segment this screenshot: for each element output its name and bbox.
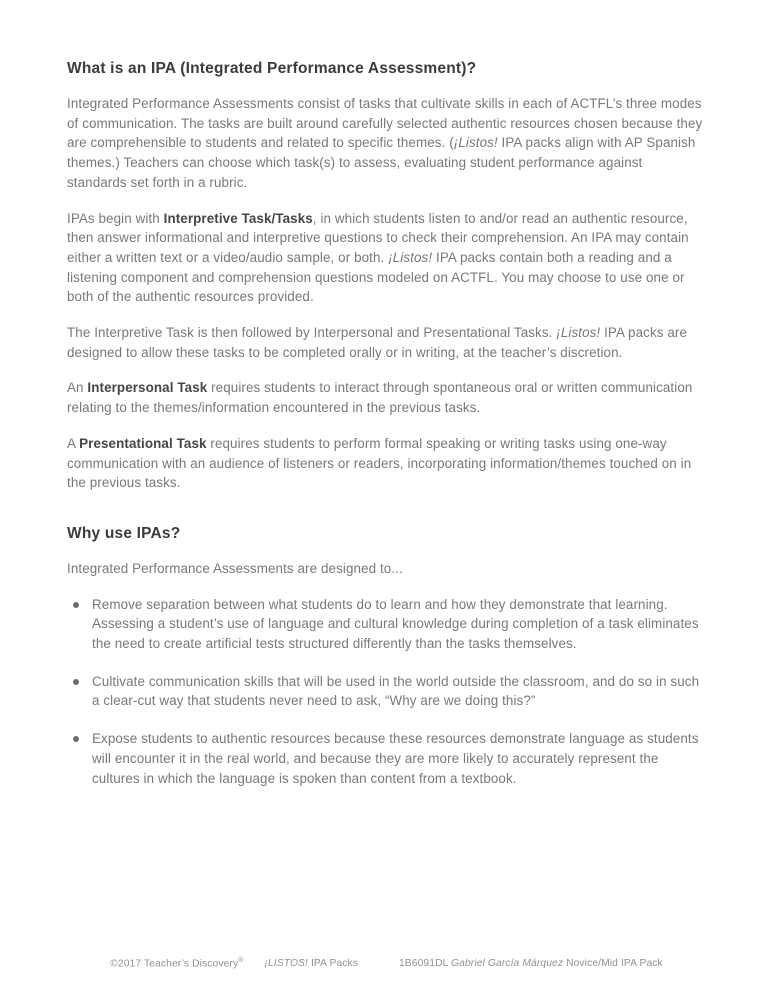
- footer-copyright: ©2017 Teacher’s Discovery®: [110, 956, 244, 969]
- paragraph-intro-ipa: Integrated Performance Assessments consist of tasks that cultivate skills in each of ACTFL’s three modes of communication. The tasks are built around carefully selected authentic resources chosen because they are comprehensible to students and related to specific themes. (¡Listos! IPA packs align with AP Spanish themes.) Teachers can choose which task(s) to assess, evaluating student performance against standards set forth in a rubric.: [67, 96, 703, 190]
- section-why-use-ipas: [67, 525, 705, 788]
- bullet-list: [67, 595, 705, 789]
- page-footer: [0, 957, 773, 969]
- document-content: [67, 60, 705, 806]
- paragraph-why-intro: Integrated Performance Assessments are designed to...: [67, 560, 403, 576]
- paragraph-interpretive-task: IPAs begin with Interpretive Task/Tasks, in which students listen to and/or read an authentic resource, then answer informational and interpretive questions to check their comprehension. An IPA may contain either a written text or a video/audio sample, or both. ¡Listos! IPA packs contain both a reading and a listening component and comprehension questions modeled on ACTFL. You may choose to use one or both of the authentic resources provided.: [67, 210, 689, 305]
- paragraph-presentational-task: A Presentational Task requires students to perform formal speaking or writing tasks using one-way communication with an audience of listeners or readers, incorporating information/themes touched on in the previous tasks.: [67, 435, 692, 491]
- section-heading-why-use-ipas: Why use IPAs?: [67, 524, 181, 542]
- bullet-item-remove-separation: Remove separation between what students do to learn and how they demonstrate that learning. Assessing a student’s use of language and cultural knowledge during completion of a task eliminates the need to create artificial tests structured differently than the tasks themselves.: [67, 595, 705, 654]
- section-heading-what-is-ipa: What is an IPA (Integrated Performance Assessment)?: [67, 60, 477, 77]
- bullet-item-expose-resources: Expose students to authentic resources because these resources demonstrate language as students will encounter it in the real world, and because they are more likely to accurately represent the cultures in which the language is spoken than content from a textbook.: [67, 729, 705, 788]
- section-what-is-ipa: [67, 60, 705, 493]
- paragraph-interpersonal-task: An Interpersonal Task requires students to interact through spontaneous oral or written communication relating to the themes/information encountered in the previous tasks.: [67, 380, 693, 416]
- paragraph-task-sequence: The Interpretive Task is then followed by Interpersonal and Presentational Tasks. ¡Listos! IPA packs are designed to allow these tasks to be completed orally or in writing, at the teacher’s discretion.: [67, 325, 688, 360]
- bullet-item-cultivate-skills: Cultivate communication skills that will be used in the world outside the classroom, and do so in such a clear-cut way that students never need to ask, “Why are we doing this?”: [67, 672, 705, 711]
- footer-item-code: 1B6091DL Gabriel García Márquez Novice/Mid IPA Pack: [398, 958, 663, 969]
- footer-product-name: ¡LISTOS! IPA Packs: [264, 958, 359, 969]
